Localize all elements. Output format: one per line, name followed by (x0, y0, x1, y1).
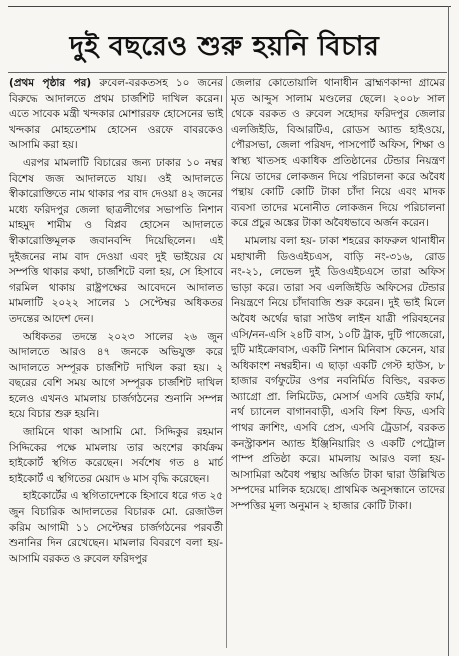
top-border (8, 6, 451, 7)
article-paragraph: জামিনে থাকা আসামি মো. সিদ্দিকুর রহমান সিদ্দিকের পক্ষে মামলায় তার অংশের কার্যক্রম হাইকোর্ট স্থগিত করেছেন। সর্বশেষ গত ৪ মার্চ হাইকোর্ট এ স্থগিতের মেয়াদ ৬ মাস বৃদ্ধি করেছেন। (9, 426, 223, 485)
column-divider (226, 76, 227, 648)
article-paragraph: মামলায় বলা হয়- ঢাকা শহরের কাফরুল থানাধীন মহাখালী ডিওএইচএস, বাড়ি নং-৩১৬, রোড নং-২১, লেভেল দুই ডিওএইচএসে তারা অফিস ভাড়া করে। তারা সব এলজিইডি অফিসের টেন্ডার নিয়ন্ত্রণে নিয়ে চাঁদাবাজি শুরু করেন। দুই ভাই মিলে অবৈধ অর্থের দ্বারা সাউথ লাইন যাত্রী পরিবহনের এসি/নন-এসি ২৪টি বাস, ১০টি ট্রাক, দুটি পাজেরো, দুটি মাইক্রোবাস, একটি নিশান মিনিবাস কেনেন, যার অধিকাংশ নম্বরহীন। এ ছাড়া একটি গেস্ট হাউস, ৮ হাজার বর্গফুটের ওপর নবনির্মিত বিল্ডিং, বরকত অ্যাগ্রো প্রা. লিমিটেড, মেসার্স এসবি ডেইরি ফার্ম, নর্থ চ্যানেল বাগানবাড়ী, এসবি ফিশ ফিড, এসবি পাথর ক্রাশিং, এসবি প্রেস, এসবি ট্রেডার্স, বরকত কনস্ট্রাকশন অ্যান্ড ইঞ্জিনিয়ারিং ও একটি পেট্রোল পাম্প প্রতিষ্ঠা করে। মামলায় আরও বলা হয়- আসামিরা অবৈধ পন্থায় অর্জিত টাকা দ্বারা উল্লিখিত সম্পদের মালিক হয়েছে। প্রাথমিক অনুসন্ধানে তাদের সম্পত্তির মূল্য অনুমান ২ হাজার কোটি টাকা। (231, 234, 445, 513)
article-paragraph: হাইকোর্টের এ স্থগিতাদেশকে হিসাবে ধরে গত ২৫ জুন বিচারিক আদালতের বিচারক মো. রেজাউল করিম আগামী ১১ সেপ্টেম্বর চার্জগঠনের পরবর্তী শুনানির দিন রেখেছেন। মামলার বিবরণে বলা হয়- আসামি বরকত ও রুবেল ফরিদপুর (9, 490, 223, 565)
left-column (9, 76, 223, 569)
article-paragraph: জেলার কোতোয়ালি থানাধীন ব্রাহ্মণকান্দা গ্রামের মৃত আব্দুস সালাম মণ্ডলের ছেলে। ২০০৮ সাল থেকে বরকত ও রুবেল সহোদর ফরিদপুর জেলার এলজিইডি, বিআরটিএ, রোডস অ্যান্ড হাইওয়ে, পৌরসভা, জেলা পরিষদ, পাসপোর্ট অফিস, শিক্ষা ও স্বাস্থ্য খাতসহ একাধিক প্রতিষ্ঠানের টেন্ডার নিয়ন্ত্রণ নিয়ে তাদের লোকজন দিয়ে পরিচালনা করে অবৈধ পন্থায় কোটি কোটি টাকা চাঁদা নিয়ে এবং মাদক ব্যবসা তাদের মনোনীত লোকজন দিয়ে পরিচালনা করে প্রচুর অঙ্কের টাকা অবৈধভাবে অর্জন করেন। (231, 77, 445, 230)
article-paragraph: এরপর মামলাটি বিচারের জন্য ঢাকার ১০ নম্বর বিশেষ জজ আদালতে যায়। ওই আদালতে স্বীকারোক্তিতে নাম থাকার পর বাদ দেওয়া ৪২ জনের মধ্যে ফরিদপুর জেলা ছাত্রলীগের সভাপতি নিশান মাহমুদ শামীম ও বিপ্লব হোসেন আদালতে স্বীকারোক্তিমূলক জবানবন্দি দিয়েছিলেন। এই দুইজনের নাম বাদ দেওয়া এবং দুই ভাইয়ের যে সম্পত্তি থাকার কথা, চার্জশিটে বলা হয়, সে হিসাবে গরমিল থাকায় রাষ্ট্রপক্ষের আবেদনে আদালত মামলাটি ২০২২ সালের ১ সেপ্টেম্বর অধিকতর তদন্তের আদেশ দেন। (9, 156, 223, 325)
headline: দুই বছরেও শুরু হয়নি বিচার (69, 31, 380, 62)
right-column (231, 76, 445, 517)
headline-divider (8, 72, 447, 73)
paragraph-text: রুবেল-বরকতসহ ১০ জনের বিরুদ্ধে আদালতে প্রথম চার্জশিট দাখিল করেন। এতে সাবেক মন্ত্রী খন্দকার মোশাররফ হোসেনের ভাই খন্দকার মোহতেশাম হোসেন ওরফে বাবরকেও আসামি করা হয়। (9, 77, 223, 152)
article-paragraph: অধিকতর তদন্তে ২০২৩ সালের ২৬ জুন আদালতে আরও ৪৭ জনকে অভিযুক্ত করে আদালতে সম্পূরক চার্জশিট দাখিল করা হয়। ২ বছরের বেশি সময় আগে সম্পূরক চার্জশিট দাখিল হলেও এখনও মামলায় চার্জগঠনের শুনানি সম্পন্ন হয়ে বিচার শুরু হয়নি। (9, 330, 223, 421)
article-paragraph (9, 76, 223, 154)
continuation-tag: (প্রথম পৃষ্ঠার পর) (9, 77, 92, 89)
right-border (448, 6, 449, 656)
